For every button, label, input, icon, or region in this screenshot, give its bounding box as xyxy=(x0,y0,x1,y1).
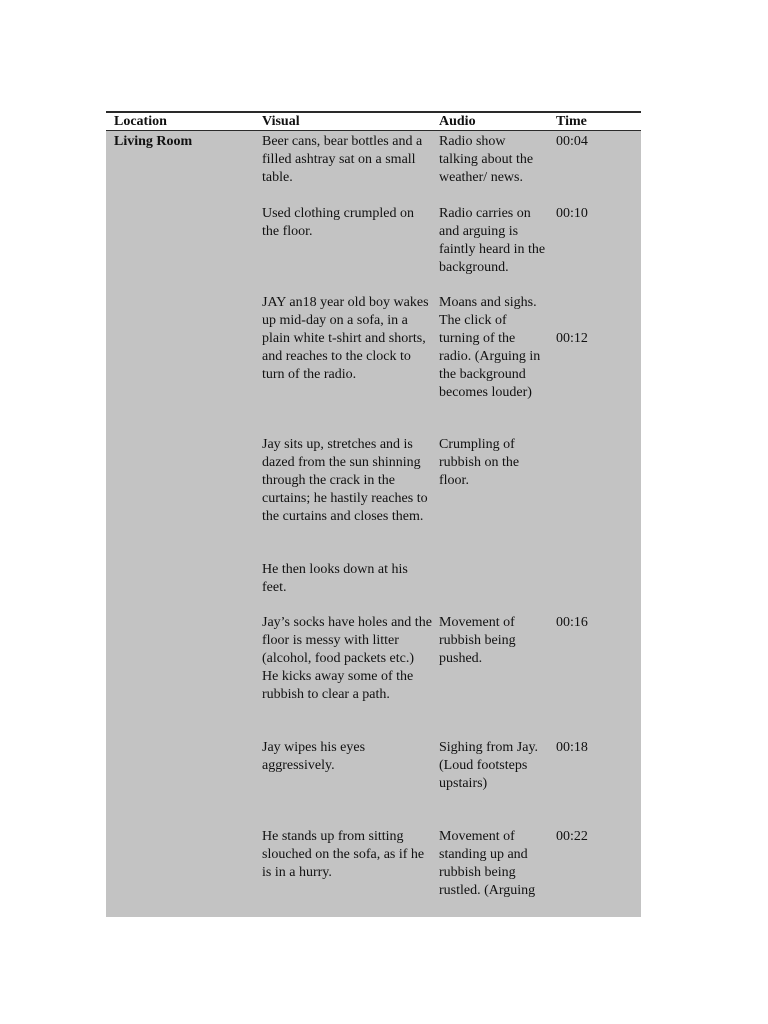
header-time: Time xyxy=(556,114,587,129)
time-cell: 00:12 xyxy=(556,331,588,346)
time-cell: 00:22 xyxy=(556,829,588,844)
table-header-row xyxy=(106,113,641,131)
time-cell: 00:10 xyxy=(556,206,588,221)
visual-cell xyxy=(262,614,434,704)
header-visual: Visual xyxy=(262,114,300,129)
audio-cell: Moans and sighs. The click of turning of the radio. (Arguing in the background becomes louder) xyxy=(439,295,541,400)
visual-cell: He stands up from sitting slouched on the sofa, as if he is in a hurry. xyxy=(262,829,425,880)
header-location: Location xyxy=(114,114,167,129)
visual-cell: Beer cans, bear bottles and a filled ashtray sat on a small table. xyxy=(262,134,423,185)
header-audio: Audio xyxy=(439,114,476,129)
audio-cell: Radio carries on and arguing is faintly heard in the background. xyxy=(439,206,546,275)
visual-cell: Used clothing crumpled on the floor. xyxy=(262,206,415,239)
audio-cell: Movement of rubbish being pushed. xyxy=(439,615,516,666)
visual-cell: JAY an18 year old boy wakes up mid-day on a sofa, in a plain white t-shirt and shorts, and reaches to the clock to turn of the radio. xyxy=(262,295,429,382)
table-body xyxy=(106,131,641,917)
visual-cell: Jay sits up, stretches and is dazed from the sun shinning through the crack in the curtains; he hastily reaches to the curtains and closes them. xyxy=(262,437,428,524)
time-cell: 00:04 xyxy=(556,134,588,149)
location-cell: Living Room xyxy=(114,134,193,149)
visual-cell: Jay wipes his eyes aggressively. xyxy=(262,740,366,773)
visual-text-continued: He kicks away some of the rubbish to clear a path. xyxy=(262,669,414,702)
audio-cell: Movement of standing up and rubbish being rustled. (Arguing xyxy=(439,829,536,898)
visual-text: Jay’s socks have holes and the floor is messy with litter (alcohol, food packets etc.) xyxy=(262,615,432,666)
time-cell: 00:18 xyxy=(556,740,588,755)
visual-cell: He then looks down at his feet. xyxy=(262,562,408,595)
script-table xyxy=(106,111,641,917)
audio-cell: Radio show talking about the weather/ news. xyxy=(439,134,534,185)
audio-cell: Sighing from Jay. (Loud footsteps upstairs) xyxy=(439,740,539,791)
time-cell: 00:16 xyxy=(556,615,588,630)
audio-cell: Crumpling of rubbish on the floor. xyxy=(439,437,520,488)
